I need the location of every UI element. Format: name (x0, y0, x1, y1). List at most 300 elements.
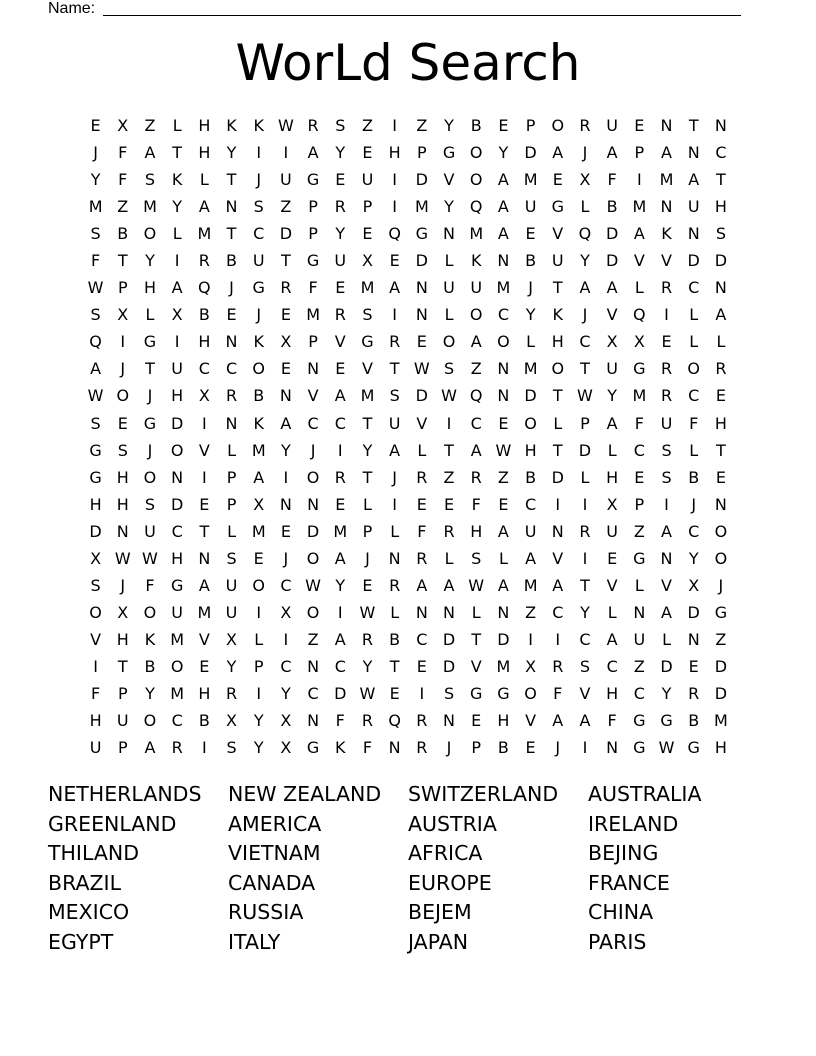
grid-letter[interactable]: H (524, 440, 537, 460)
grid-letter[interactable]: B (389, 629, 401, 649)
grid-letter[interactable]: C (171, 711, 183, 731)
grid-letter[interactable]: M (360, 386, 375, 406)
grid-letter[interactable]: I (174, 251, 180, 271)
grid-letter[interactable]: C (688, 386, 700, 406)
grid-letter[interactable]: T (226, 224, 237, 244)
grid-letter[interactable]: U (89, 738, 102, 758)
grid-letter[interactable]: X (280, 332, 292, 352)
grid-letter[interactable]: V (307, 386, 319, 406)
grid-letter[interactable]: H (198, 332, 211, 352)
grid-letter[interactable]: C (280, 656, 292, 676)
grid-letter[interactable]: I (555, 629, 561, 649)
grid-letter[interactable]: X (198, 386, 210, 406)
grid-letter[interactable]: N (633, 602, 646, 622)
grid-letter[interactable]: L (254, 629, 264, 649)
grid-letter[interactable]: R (660, 386, 673, 406)
grid-letter[interactable]: G (143, 332, 157, 352)
grid-letter[interactable]: K (335, 738, 346, 758)
grid-letter[interactable]: A (661, 521, 672, 541)
grid-letter[interactable]: L (607, 440, 617, 460)
grid-letter[interactable]: K (253, 413, 264, 433)
grid-letter[interactable]: S (443, 683, 455, 703)
grid-letter[interactable]: W (114, 548, 131, 568)
grid-letter[interactable]: S (226, 738, 237, 758)
grid-letter[interactable]: Q (469, 386, 483, 406)
grid-letter[interactable]: P (226, 467, 237, 487)
grid-letter[interactable]: U (280, 170, 292, 190)
grid-letter[interactable]: G (143, 413, 157, 433)
grid-letter[interactable]: A (443, 575, 455, 595)
grid-letter[interactable]: Q (198, 278, 211, 298)
grid-letter[interactable]: T (117, 656, 128, 676)
grid-letter[interactable]: S (117, 440, 128, 460)
grid-letter[interactable]: O (687, 359, 701, 379)
grid-letter[interactable]: Y (253, 738, 264, 758)
grid-letter[interactable]: Y (145, 251, 155, 271)
grid-letter[interactable]: R (307, 116, 319, 135)
grid-letter[interactable]: N (660, 548, 673, 568)
grid-letter[interactable]: P (362, 521, 373, 541)
grid-letter[interactable]: Y (525, 305, 536, 325)
grid-letter[interactable]: U (116, 711, 129, 731)
grid-letter[interactable]: T (145, 359, 155, 379)
grid-letter[interactable]: I (392, 197, 398, 217)
grid-letter[interactable]: C (470, 413, 482, 433)
grid-letter[interactable]: I (201, 738, 207, 758)
grid-letter[interactable]: J (229, 278, 234, 298)
grid-letter[interactable]: N (714, 278, 727, 298)
grid-letter[interactable]: Y (253, 711, 264, 731)
grid-letter[interactable]: S (144, 170, 156, 190)
grid-letter[interactable]: K (171, 170, 183, 190)
grid-letter[interactable]: L (716, 332, 726, 352)
grid-letter[interactable]: Y (362, 440, 373, 460)
grid-letter[interactable]: A (171, 278, 183, 298)
grid-letter[interactable]: F (471, 494, 481, 514)
grid-letter[interactable]: A (334, 548, 346, 568)
grid-letter[interactable]: G (633, 359, 646, 379)
grid-letter[interactable]: A (633, 224, 645, 244)
grid-letter[interactable]: Y (226, 656, 237, 676)
grid-letter[interactable]: I (337, 602, 343, 622)
grid-letter[interactable]: C (579, 332, 591, 352)
grid-letter[interactable]: U (144, 521, 156, 541)
grid-letter[interactable]: S (579, 656, 591, 676)
grid-letter[interactable]: S (362, 305, 373, 325)
grid-letter[interactable]: F (417, 521, 427, 541)
grid-letter[interactable]: E (498, 494, 509, 514)
grid-letter[interactable]: N (687, 224, 700, 244)
grid-letter[interactable]: G (415, 224, 429, 244)
grid-letter[interactable]: A (497, 197, 509, 217)
grid-letter[interactable]: Y (498, 143, 509, 163)
grid-letter[interactable]: A (661, 143, 672, 163)
grid-letter[interactable]: E (715, 467, 726, 487)
grid-letter[interactable]: J (718, 575, 724, 595)
grid-letter[interactable]: Y (90, 170, 101, 190)
grid-letter[interactable]: E (362, 224, 373, 244)
grid-letter[interactable]: B (497, 738, 509, 758)
grid-letter[interactable]: R (579, 116, 591, 135)
grid-letter[interactable]: C (307, 413, 319, 433)
grid-letter[interactable]: V (633, 251, 645, 271)
grid-letter[interactable]: O (497, 332, 510, 352)
grid-letter[interactable]: I (283, 629, 289, 649)
grid-letter[interactable]: A (715, 305, 727, 325)
grid-letter[interactable]: C (334, 413, 346, 433)
grid-letter[interactable]: S (661, 440, 672, 460)
grid-letter[interactable]: K (253, 116, 264, 135)
grid-letter[interactable]: F (308, 278, 318, 298)
grid-letter[interactable]: P (471, 738, 482, 758)
grid-letter[interactable]: N (279, 494, 292, 514)
grid-letter[interactable]: E (634, 467, 645, 487)
grid-letter[interactable]: T (389, 656, 400, 676)
grid-letter[interactable]: P (117, 278, 128, 298)
grid-letter[interactable]: L (689, 440, 699, 460)
grid-letter[interactable]: V (361, 359, 373, 379)
grid-letter[interactable]: J (120, 575, 126, 595)
grid-letter[interactable]: R (389, 575, 401, 595)
grid-letter[interactable]: P (308, 332, 318, 352)
grid-letter[interactable]: N (415, 305, 428, 325)
grid-letter[interactable]: C (633, 440, 645, 460)
grid-letter[interactable]: T (552, 278, 563, 298)
grid-letter[interactable]: E (715, 386, 726, 406)
grid-letter[interactable]: W (87, 278, 104, 298)
grid-letter[interactable]: N (660, 116, 673, 135)
grid-letter[interactable]: R (416, 711, 428, 731)
grid-letter[interactable]: Y (688, 548, 699, 568)
grid-letter[interactable]: I (256, 602, 262, 622)
grid-letter[interactable]: A (497, 170, 509, 190)
grid-letter[interactable]: X (90, 548, 102, 568)
grid-letter[interactable]: S (90, 224, 101, 244)
grid-letter[interactable]: R (361, 711, 374, 731)
grid-letter[interactable]: Q (388, 224, 401, 244)
grid-letter[interactable]: A (606, 629, 618, 649)
grid-letter[interactable]: Z (715, 629, 727, 649)
grid-letter[interactable]: K (253, 332, 264, 352)
grid-letter[interactable]: J (310, 440, 316, 460)
grid-letter[interactable]: E (552, 170, 563, 190)
grid-letter[interactable]: J (256, 170, 262, 190)
grid-letter[interactable]: P (417, 143, 427, 163)
grid-letter[interactable]: H (198, 143, 211, 163)
grid-letter[interactable]: H (470, 521, 483, 541)
grid-letter[interactable]: D (497, 629, 510, 649)
grid-letter[interactable]: Y (226, 143, 237, 163)
grid-letter[interactable]: E (199, 494, 210, 514)
grid-letter[interactable]: V (334, 332, 346, 352)
grid-letter[interactable]: N (307, 494, 320, 514)
grid-letter[interactable]: X (633, 332, 645, 352)
grid-letter[interactable]: H (171, 386, 184, 406)
grid-letter[interactable]: Z (416, 116, 428, 135)
grid-letter[interactable]: R (660, 278, 673, 298)
grid-letter[interactable]: R (334, 197, 346, 217)
grid-letter[interactable]: B (144, 656, 156, 676)
grid-letter[interactable]: L (363, 494, 372, 514)
grid-letter[interactable]: A (497, 224, 509, 244)
grid-letter[interactable]: D (279, 224, 293, 244)
grid-letter[interactable]: E (389, 683, 400, 703)
grid-letter[interactable]: E (280, 305, 291, 325)
grid-letter[interactable]: C (633, 683, 645, 703)
grid-letter[interactable]: Z (525, 602, 537, 622)
grid-letter[interactable]: G (306, 251, 320, 271)
grid-letter[interactable]: N (497, 602, 510, 622)
grid-letter[interactable]: I (528, 629, 533, 649)
grid-letter[interactable]: L (417, 440, 427, 460)
grid-letter[interactable]: B (198, 305, 210, 325)
grid-letter[interactable]: U (334, 251, 347, 271)
grid-letter[interactable]: K (470, 251, 482, 271)
grid-letter[interactable]: P (117, 738, 128, 758)
grid-letter[interactable]: D (415, 386, 428, 406)
grid-letter[interactable]: I (582, 548, 588, 568)
grid-letter[interactable]: V (198, 440, 210, 460)
grid-letter[interactable]: T (716, 440, 726, 460)
grid-letter[interactable]: G (89, 467, 102, 487)
grid-letter[interactable]: I (93, 656, 98, 676)
grid-letter[interactable]: X (253, 494, 265, 514)
grid-letter[interactable]: V (606, 575, 618, 595)
grid-letter[interactable]: W (413, 359, 430, 379)
grid-letter[interactable]: P (525, 116, 536, 135)
grid-letter[interactable]: X (280, 711, 292, 731)
grid-letter[interactable]: O (252, 575, 266, 595)
grid-letter[interactable]: H (551, 332, 564, 352)
grid-letter[interactable]: I (120, 332, 126, 352)
grid-letter[interactable]: C (606, 656, 618, 676)
grid-letter[interactable]: C (715, 143, 727, 163)
grid-letter[interactable]: H (606, 683, 619, 703)
grid-letter[interactable]: D (605, 224, 619, 244)
grid-letter[interactable]: V (661, 251, 672, 271)
grid-letter[interactable]: J (256, 305, 262, 325)
grid-letter[interactable]: S (715, 224, 726, 244)
grid-letter[interactable]: N (225, 197, 238, 217)
grid-letter[interactable]: T (199, 521, 210, 541)
grid-letter[interactable]: T (117, 251, 128, 271)
grid-letter[interactable]: E (443, 494, 455, 514)
grid-letter[interactable]: I (392, 494, 398, 514)
grid-letter[interactable]: Z (361, 116, 373, 135)
grid-letter[interactable]: P (253, 656, 264, 676)
grid-letter[interactable]: A (525, 548, 537, 568)
grid-letter[interactable]: R (416, 738, 428, 758)
grid-letter[interactable]: O (252, 359, 266, 379)
grid-letter[interactable]: N (443, 224, 456, 244)
grid-letter[interactable]: L (444, 305, 454, 325)
grid-letter[interactable]: H (116, 629, 129, 649)
grid-letter[interactable]: F (118, 170, 128, 190)
grid-letter[interactable]: A (661, 602, 672, 622)
grid-letter[interactable]: B (226, 251, 238, 271)
grid-letter[interactable]: D (306, 521, 320, 541)
grid-letter[interactable]: A (144, 143, 156, 163)
grid-letter[interactable]: M (251, 440, 266, 460)
grid-letter[interactable]: O (170, 440, 184, 460)
grid-letter[interactable]: U (606, 359, 619, 379)
grid-letter[interactable]: A (470, 440, 482, 460)
grid-letter[interactable]: Y (335, 224, 346, 244)
grid-letter[interactable]: E (688, 656, 699, 676)
grid-letter[interactable]: U (470, 278, 483, 298)
grid-letter[interactable]: M (306, 305, 320, 325)
grid-letter[interactable]: F (90, 683, 101, 703)
grid-letter[interactable]: F (118, 143, 128, 163)
grid-letter[interactable]: D (524, 143, 537, 163)
grid-letter[interactable]: E (498, 413, 509, 433)
grid-letter[interactable]: R (416, 548, 428, 568)
grid-letter[interactable]: N (714, 116, 727, 135)
grid-letter[interactable]: E (253, 548, 264, 568)
grid-letter[interactable]: C (171, 521, 183, 541)
grid-letter[interactable]: P (580, 413, 590, 433)
grid-letter[interactable]: T (362, 467, 373, 487)
grid-letter[interactable]: D (605, 251, 619, 271)
grid-letter[interactable]: O (524, 413, 537, 433)
grid-letter[interactable]: I (555, 494, 561, 514)
grid-letter[interactable]: S (335, 116, 346, 135)
grid-letter[interactable]: E (416, 656, 427, 676)
grid-letter[interactable]: L (199, 170, 209, 190)
grid-letter[interactable]: N (415, 602, 428, 622)
grid-letter[interactable]: W (87, 386, 104, 406)
grid-letter[interactable]: I (256, 683, 262, 703)
grid-letter[interactable]: L (172, 224, 182, 244)
grid-letter[interactable]: C (579, 629, 591, 649)
grid-letter[interactable]: C (525, 494, 537, 514)
grid-letter[interactable]: M (523, 575, 538, 595)
grid-letter[interactable]: U (361, 170, 374, 190)
grid-letter[interactable]: N (307, 359, 320, 379)
grid-letter[interactable]: N (497, 251, 510, 271)
grid-letter[interactable]: B (688, 711, 700, 731)
grid-letter[interactable]: A (497, 521, 509, 541)
grid-letter[interactable]: Q (578, 224, 592, 244)
grid-letter[interactable]: L (580, 467, 590, 487)
grid-letter[interactable]: E (226, 305, 237, 325)
grid-letter[interactable]: C (688, 521, 700, 541)
grid-letter[interactable]: M (659, 170, 674, 190)
grid-letter[interactable]: U (606, 521, 619, 541)
grid-letter[interactable]: I (174, 332, 180, 352)
grid-letter[interactable]: E (280, 521, 291, 541)
grid-letter[interactable]: L (390, 521, 400, 541)
grid-letter[interactable]: N (171, 467, 184, 487)
grid-letter[interactable]: T (688, 116, 699, 135)
grid-letter[interactable]: N (497, 386, 510, 406)
grid-letter[interactable]: X (606, 494, 618, 514)
grid-letter[interactable]: O (524, 683, 537, 703)
grid-letter[interactable]: V (416, 413, 428, 433)
grid-letter[interactable]: Q (89, 332, 102, 352)
grid-letter[interactable]: R (198, 251, 210, 271)
grid-letter[interactable]: X (226, 629, 238, 649)
grid-letter[interactable]: L (145, 305, 155, 325)
grid-letter[interactable]: I (201, 467, 207, 487)
grid-letter[interactable]: H (198, 683, 211, 703)
grid-letter[interactable]: B (198, 711, 210, 731)
grid-letter[interactable]: G (306, 738, 320, 758)
grid-letter[interactable]: Y (145, 683, 155, 703)
grid-letter[interactable]: A (389, 440, 401, 460)
grid-letter[interactable]: U (171, 359, 184, 379)
grid-letter[interactable]: X (117, 305, 129, 325)
grid-letter[interactable]: L (444, 251, 454, 271)
grid-letter[interactable]: X (226, 711, 238, 731)
grid-letter[interactable]: U (524, 197, 537, 217)
grid-letter[interactable]: X (688, 575, 700, 595)
grid-letter[interactable]: B (525, 251, 537, 271)
grid-letter[interactable]: R (470, 467, 482, 487)
grid-letter[interactable]: C (688, 278, 700, 298)
grid-letter[interactable]: T (716, 170, 726, 190)
grid-letter[interactable]: U (225, 575, 238, 595)
grid-letter[interactable]: Y (580, 602, 590, 622)
grid-letter[interactable]: D (524, 386, 537, 406)
grid-letter[interactable]: R (715, 359, 727, 379)
grid-letter[interactable]: M (170, 683, 185, 703)
grid-letter[interactable]: I (636, 170, 642, 190)
grid-letter[interactable]: D (415, 170, 428, 190)
grid-letter[interactable]: W (277, 116, 294, 135)
grid-letter[interactable]: B (470, 116, 482, 135)
grid-letter[interactable]: D (714, 683, 728, 703)
grid-letter[interactable]: E (117, 413, 128, 433)
grid-letter[interactable]: R (688, 683, 700, 703)
grid-letter[interactable]: K (552, 305, 564, 325)
grid-letter[interactable]: A (198, 575, 210, 595)
grid-letter[interactable]: N (198, 548, 211, 568)
grid-letter[interactable]: H (198, 116, 211, 135)
grid-letter[interactable]: E (389, 251, 400, 271)
grid-letter[interactable]: E (280, 359, 291, 379)
grid-letter[interactable]: R (660, 359, 673, 379)
grid-letter[interactable]: D (578, 440, 592, 460)
grid-letter[interactable]: O (143, 602, 157, 622)
grid-letter[interactable]: L (634, 278, 644, 298)
grid-letter[interactable]: U (524, 521, 537, 541)
grid-letter[interactable]: W (359, 683, 376, 703)
grid-letter[interactable]: Y (335, 143, 346, 163)
grid-letter[interactable]: S (144, 494, 156, 514)
grid-letter[interactable]: I (256, 143, 262, 163)
grid-letter[interactable]: A (497, 575, 509, 595)
grid-letter[interactable]: J (691, 494, 697, 514)
grid-letter[interactable]: E (335, 278, 346, 298)
grid-letter[interactable]: Y (335, 575, 346, 595)
grid-letter[interactable]: A (579, 278, 591, 298)
grid-letter[interactable]: H (714, 738, 727, 758)
grid-letter[interactable]: O (469, 305, 483, 325)
grid-letter[interactable]: A (552, 575, 564, 595)
grid-letter[interactable]: M (414, 197, 429, 217)
grid-letter[interactable]: G (633, 738, 646, 758)
grid-letter[interactable]: O (714, 548, 728, 568)
grid-letter[interactable]: S (443, 359, 455, 379)
grid-letter[interactable]: U (660, 413, 673, 433)
grid-letter[interactable]: L (689, 332, 699, 352)
grid-letter[interactable]: E (335, 494, 346, 514)
grid-letter[interactable]: G (551, 197, 564, 217)
grid-letter[interactable]: U (443, 278, 455, 298)
grid-letter[interactable]: M (333, 521, 348, 541)
grid-letter[interactable]: O (551, 116, 565, 135)
